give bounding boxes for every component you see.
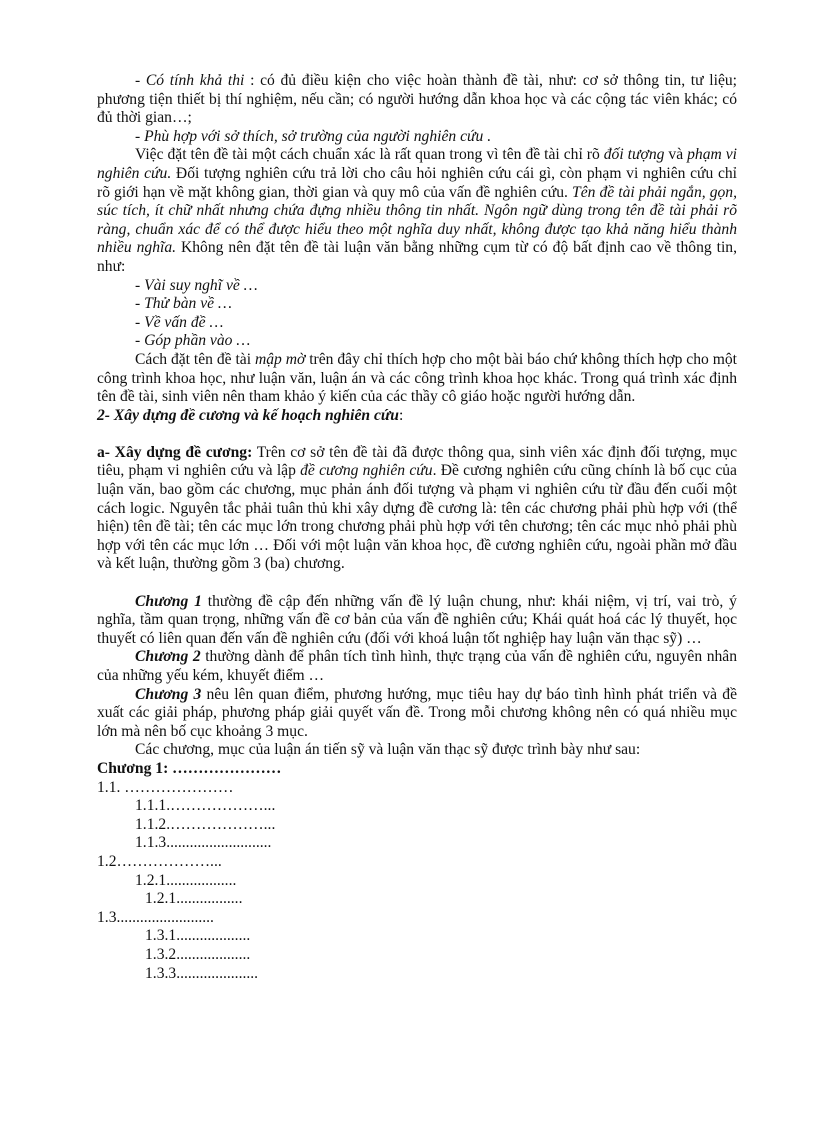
naming-text-1: Việc đặt tên đề tài một cách chuẩn xác là rất quan trong vì tên đề tài chỉ rõ	[135, 146, 604, 164]
chapter-3-paragraph	[97, 686, 737, 742]
chapter-3-label: Chương 3	[135, 685, 202, 703]
outline-item: 1.2………………...	[97, 852, 222, 870]
example-text: - Góp phần vào …	[135, 332, 251, 350]
outline-sample	[97, 760, 737, 983]
outline-building-text-1: Trên cơ sở tên đề tài đã được thông qua, sinh viên xác định đối tượng, mục tiêu, phạm vi nghiên cứu và lập	[97, 443, 737, 480]
example-text: - Thử bàn về …	[135, 295, 232, 313]
outline-building-text-2: . Đề cương nghiên cứu cũng chính là bố cục của luận văn, bao gồm các chương, mục phản ánh đối tượng và phạm vi nghiên cứu từ đầu đến cuối một cách logic. Nguyên tắc phải tuân thủ khi xây dựng đề cương là: tên các chương phải phù hợp với (thể hiện) tên đề tài; tên các mục lớn trong chương phải phù hợp với tên chương; tên các mục nhỏ phải phù hợp với tên các mục lớn … Đối với một luận văn khoa học, đề cương nghiên cứu, ngoài phần mở đầu và kết luận, thường gồm 3 (ba) chương.	[97, 462, 737, 573]
spacer	[97, 425, 737, 444]
section-2-heading	[97, 407, 737, 426]
section-2-heading-colon: :	[398, 406, 404, 424]
naming-italic-rule: Tên đề tài phải ngắn, gọn, súc tích, ít chữ nhất nhưng chứa đựng nhiều thông tin nhất. Ngôn ngữ dùng trong tên đề tài phải rõ ràng, chuẩn xác để có thể được hiểu theo một nghĩa duy nhất, không được tạo khả năng hiểu thành nhiều nghĩa.	[97, 183, 737, 257]
outline-item: 1.1. …………………	[97, 778, 234, 796]
outline-item: 1.3.3.....................	[145, 964, 259, 982]
suitability-text: - Phù hợp với sở thích, sở trường của người nghiên cứu .	[135, 127, 492, 145]
outline-item: 1.3.2...................	[145, 945, 251, 963]
outline-item: 1.1.1.………………...	[135, 797, 276, 815]
chapter-1-label: Chương 1	[135, 592, 202, 610]
section-2-heading-text: 2- Xây dựng đề cương và kế hoạch nghiên cứu	[97, 406, 399, 424]
outline-item: 1.2.1..................	[135, 871, 237, 889]
outline-intro-text: Các chương, mục của luận án tiến sỹ và luận văn thạc sỹ được trình bày như sau:	[135, 741, 641, 759]
chapter-2-text: thường dành để phân tích tình hình, thực trạng của vấn đề nghiên cứu, nguyên nhân của những yếu kém, khuyết điểm …	[97, 648, 738, 684]
outline-building-italic: đề cương nghiên cứu	[300, 462, 433, 480]
vague-text-2: trên đây chỉ thích hợp cho một bài báo chứ không thích hợp cho một công trình khoa học, như luận văn, luận án và các công trình khoa học khác. Trong quá trình xác định tên đề tài, sinh viên nên tham khảo ý kiến của các thầy cô giáo hoặc người hướng dẫn.	[97, 350, 737, 406]
outline-building-label: a- Xây dựng đề cương:	[97, 443, 253, 461]
chapter-1-text: thường đề cập đến những vấn đề lý luận chung, như: khái niệm, vị trí, vai trò, ý nghĩa, tầm quan trọng, những vấn đề cơ bản của vấn đề nghiên cứu; Khái quát hoá các lý thuyết, học thuyết có liên quan đến vấn đề nghiên cứu (đối với khoá luận tốt nghiệp hay luận văn thạc sỹ) …	[97, 592, 737, 647]
naming-text-3: Đối tượng nghiên cứu trả lời cho câu hỏi nghiên cứu cái gì, còn phạm vi nghiên cứu chỉ rõ giới hạn về mặt không gian, thời gian và quy mô của vấn đề nghiên cứu.	[97, 164, 737, 201]
spacer	[97, 574, 737, 593]
naming-italic-object: đối tượng	[603, 146, 665, 164]
dash: -	[135, 72, 146, 89]
example-item	[97, 314, 737, 333]
chapter-1-paragraph	[97, 593, 737, 649]
naming-paragraph	[97, 146, 737, 276]
vague-text-1: Cách đặt tên đề tài	[135, 350, 255, 368]
example-item	[97, 295, 737, 314]
outline-item: 1.3.........................	[97, 908, 214, 926]
vague-italic: mập mờ	[254, 350, 306, 368]
outline-chapter-title: Chương 1: …………………	[97, 759, 282, 777]
naming-text-2: và	[664, 146, 688, 164]
example-item	[97, 277, 737, 296]
naming-italic-scope: phạm vi nghiên cứu.	[97, 146, 737, 182]
naming-text-4: Không nên đặt tên đề tài luận văn bằng những cụm từ có độ bất định cao về thông tin, như:	[97, 239, 737, 275]
outline-building-paragraph	[97, 444, 737, 574]
outline-intro-paragraph	[97, 741, 737, 760]
example-item	[97, 332, 737, 351]
chapter-2-paragraph	[97, 648, 737, 685]
chapter-2-label: Chương 2	[135, 648, 201, 666]
feasibility-paragraph	[97, 72, 737, 128]
example-text: - Vài suy nghĩ về …	[135, 276, 258, 294]
outline-item: 1.1.2.………………...	[135, 815, 276, 833]
chapter-3-text: nêu lên quan điểm, phương hướng, mục tiêu hay dự báo tình hình phát triển và đề xuất các giải pháp, phương pháp giải quyết vấn đề. Trong mỗi chương không nên có quá nhiều mục lớn mà nên bố cục khoảng 3 mục.	[97, 685, 738, 740]
feasibility-term: Có tính khả thi	[145, 72, 245, 89]
outline-item: 1.3.1...................	[145, 927, 251, 945]
document-page	[97, 72, 737, 983]
outline-item: 1.2.1.................	[145, 890, 243, 908]
suitability-paragraph	[97, 128, 737, 147]
vague-title-paragraph	[97, 351, 737, 407]
outline-item: 1.1.3...........................	[135, 834, 272, 852]
example-text: - Về vấn đề …	[135, 313, 224, 331]
feasibility-text: : có đủ điều kiện cho việc hoàn thành đề tài, như: cơ sở thông tin, tư liệu; phương tiện thiết bị thí nghiệm, nếu cần; có người hướng dẫn khoa học và các cộng tác viên khác; có đủ thời gian…;	[97, 72, 737, 127]
